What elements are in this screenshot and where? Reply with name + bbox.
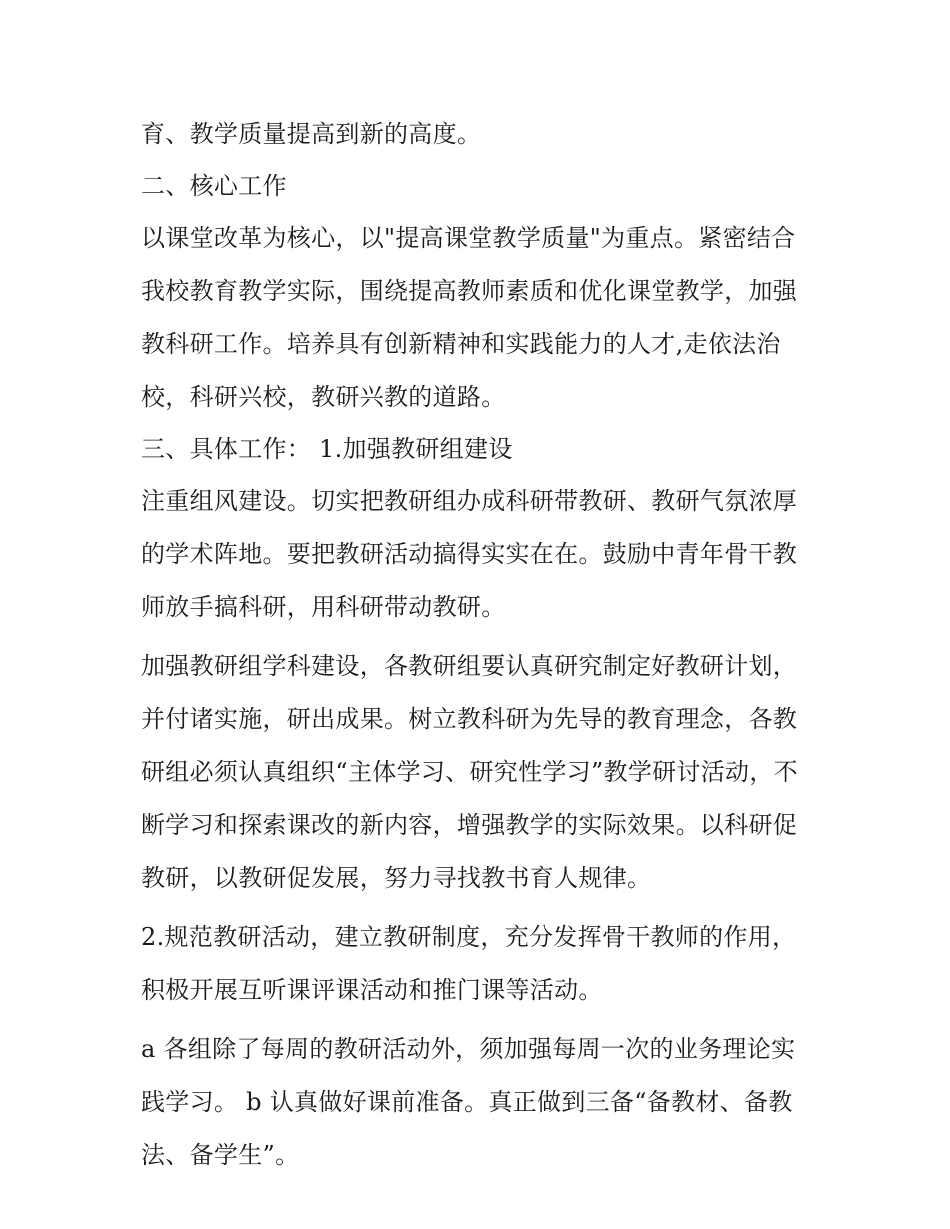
paragraph-items-a-b	[141, 1023, 817, 1182]
paragraph-group-style	[141, 475, 817, 634]
section-heading-specific-work	[141, 424, 817, 475]
section-heading-core-work	[141, 161, 817, 212]
text-line: 研组必须认真组织“主体学习、研究性学习”教学研讨活动，不	[141, 758, 798, 786]
document-body	[141, 108, 817, 1182]
text-line: 断学习和探索课改的新内容，增强教学的实际效果。以科研促	[141, 811, 798, 839]
paragraph-core-work	[141, 212, 817, 424]
text-line: 教研，以教研促发展，努力寻找教书育人规律。	[141, 864, 652, 892]
text-line: 我校教育教学实际，围绕提高教师素质和优化课堂教学，加强	[141, 277, 798, 305]
text-line: 校，科研兴校，教研兴教的道路。	[141, 383, 506, 411]
text-line: 并付诸实施，研出成果。树立教科研为先导的教育理念，各教	[141, 705, 798, 733]
paragraph-intro-tail	[141, 108, 817, 161]
text-line: 注重组风建设。切实把教研组办成科研带教研、教研气氛浓厚	[141, 487, 798, 515]
text-line: 师放手搞科研，用科研带动教研。	[141, 593, 506, 621]
heading-text: 二、核心工作	[141, 172, 287, 200]
paragraph-discipline-building	[141, 640, 817, 905]
text-line: a 各组除了每周的教研活动外，须加强每周一次的业务理论实	[141, 1035, 796, 1063]
text-line: 2.规范教研活动，建立教研制度，充分发挥骨干教师的作用，	[141, 923, 797, 951]
text-line: 以课堂改革为核心，以"提高课堂教学质量"为重点。紧密结合	[141, 224, 796, 252]
heading-text: 三、具体工作： 1.加强教研组建设	[141, 435, 513, 463]
text-line: 加强教研组学科建设，各教研组要认真研究制定好教研计划，	[141, 652, 798, 680]
text-line: 法、备学生”。	[141, 1141, 300, 1169]
text-line: 积极开展互听课评课活动和推门课等活动。	[141, 976, 603, 1004]
text-line: 教科研工作。培养具有创新精神和实践能力的人才,走依法治	[141, 330, 781, 358]
text-line: 育、教学质量提高到新的高度。	[141, 120, 482, 148]
paragraph-standardize-activities	[141, 911, 817, 1017]
text-line: 践学习。 b 认真做好课前准备。真正做到三备“备教材、备教	[141, 1088, 793, 1116]
text-line: 的学术阵地。要把教研活动搞得实实在在。鼓励中青年骨干教	[141, 540, 798, 568]
